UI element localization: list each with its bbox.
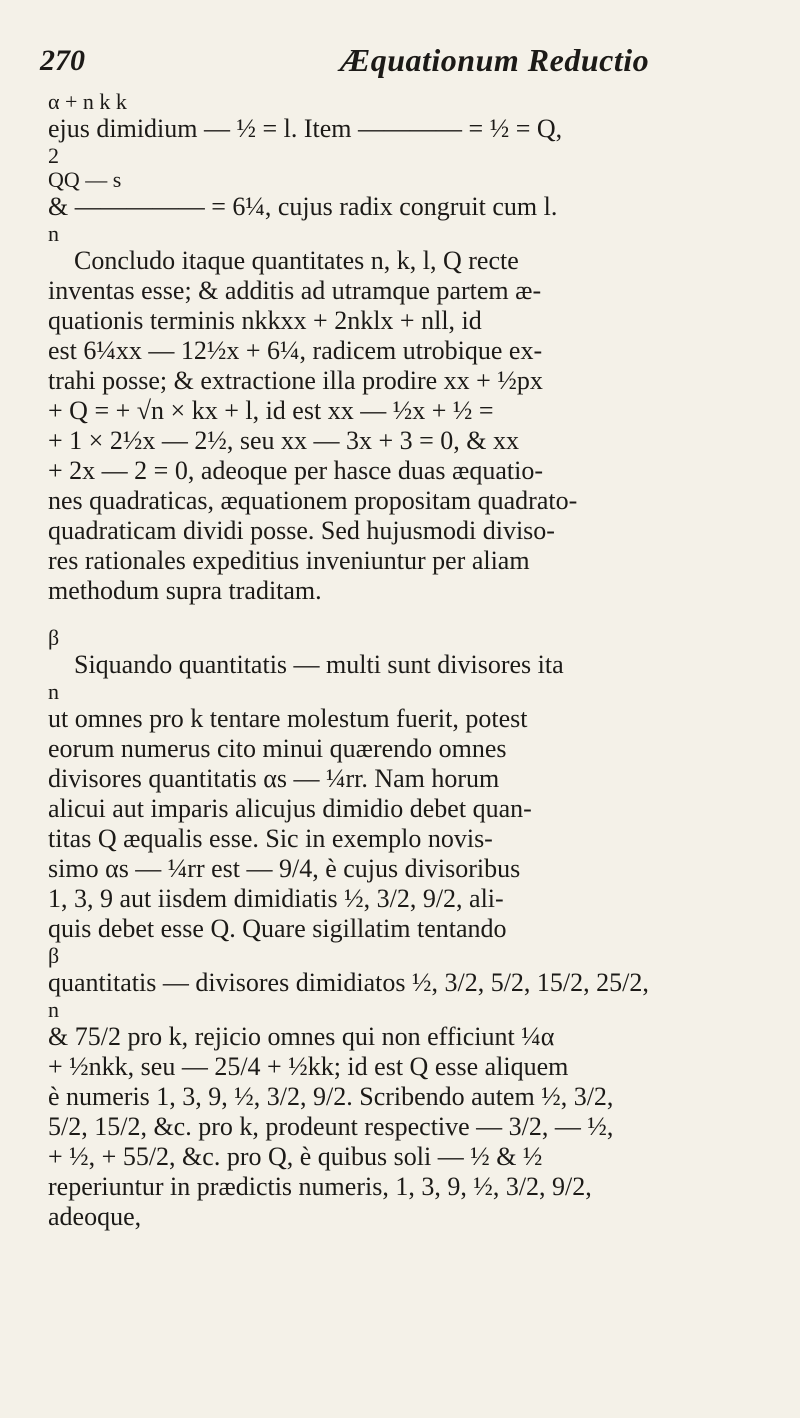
text-line: eorum numerus cito minui quærendo omnes [48,734,507,763]
text-line: è numeris 1, 3, 9, ½, 3/2, 9/2. Scribendo autem ½, 3/2, [48,1082,614,1111]
text-line: inventas esse; & additis ad utramque partem æ- [48,276,542,305]
text-line: quationis terminis nkkxx + 2nklx + nll, id [48,306,482,335]
text-line: β [48,626,60,650]
text-line: res rationales expeditius inveniuntur per aliam [48,546,530,575]
text-line: quadraticam dividi posse. Sed hujusmodi diviso- [48,516,555,545]
text-line: β [48,944,60,968]
text-line: & ————— = 6¼, cujus radix congruit cum l. [48,192,558,221]
text-line: nes quadraticas, æquationem propositam quadrato- [48,486,578,515]
text-line: α + n k k [48,90,127,114]
page-header [40,40,760,90]
text-line: Siquando quantitatis — multi sunt divisores ita [74,650,564,679]
text-line: + ½, + 55/2, &c. pro Q, è quibus soli — ½ & ½ [48,1142,543,1171]
text-line: titas Q æqualis esse. Sic in exemplo novis- [48,824,493,853]
text-line: ut omnes pro k tentare molestum fuerit, potest [48,704,528,733]
text-line: adeoque, [48,1202,142,1231]
text-line: simo αs — ¼rr est — 9/4, è cujus divisoribus [48,854,521,883]
text-line: n [48,998,59,1022]
text-line: ejus dimidium — ½ = l. Item ———— = ½ = Q, [48,114,563,143]
text-line: est 6¼xx — 12½x + 6¼, radicem utrobique ex- [48,336,543,365]
text-line: methodum supra traditam. [48,576,322,605]
page-number: 270 [40,44,85,77]
text-line: + Q = + √n × kx + l, id est xx — ½x + ½ = [48,396,494,425]
text-line: 1, 3, 9 aut iisdem dimidiatis ½, 3/2, 9/2, ali- [48,884,504,913]
text-line: & 75/2 pro k, rejicio omnes qui non efficiunt ¼α [48,1022,555,1051]
text-line: reperiuntur in prædictis numeris, 1, 3, 9, ½, 3/2, 9/2, [48,1172,592,1201]
text-line: + 1 × 2½x — 2½, seu xx — 3x + 3 = 0, & xx [48,426,520,455]
text-line: trahi posse; & extractione illa prodire xx + ½px [48,366,543,395]
text-line: 2 [48,144,59,168]
text-line: n [48,222,59,246]
text-line [48,606,760,626]
text-line: quantitatis — divisores dimidiatos ½, 3/2, 5/2, 15/2, 25/2, [48,968,649,997]
text-line: Concludo itaque quantitates n, k, l, Q recte [74,246,519,275]
text-line: quis debet esse Q. Quare sigillatim tentando [48,914,507,943]
text-line: n [48,680,59,704]
body-text [48,90,760,1232]
text-line: QQ — s [48,168,122,192]
text-line: 5/2, 15/2, &c. pro k, prodeunt respective — 3/2, — ½, [48,1112,614,1141]
text-line: divisores quantitatis αs — ¼rr. Nam horum [48,764,500,793]
text-line: alicui aut imparis alicujus dimidio debet quan- [48,794,532,823]
text-line: + ½nkk, seu — 25/4 + ½kk; id est Q esse aliquem [48,1052,569,1081]
text-line: + 2x — 2 = 0, adeoque per hasce duas æquatio- [48,456,544,485]
running-title: Æquationum Reductio [340,42,650,78]
